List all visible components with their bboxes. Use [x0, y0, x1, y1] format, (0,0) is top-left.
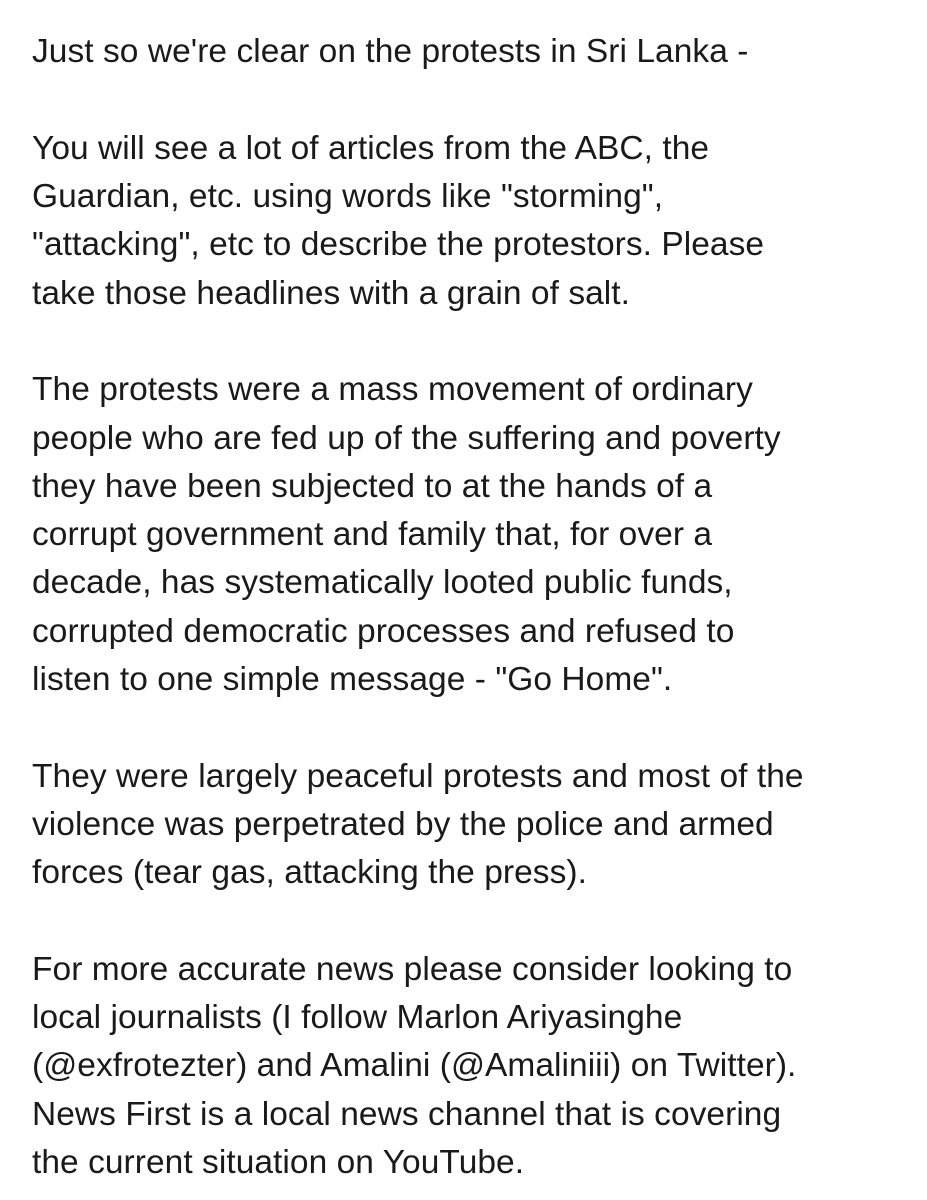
- text-line: the current situation on YouTube.: [32, 1144, 525, 1182]
- paragraph-news-sources: [32, 946, 897, 1187]
- text-line: corrupt government and family that, for over a: [32, 516, 713, 554]
- text-line: they have been subjected to at the hands of a: [32, 467, 713, 505]
- text-line: decade, has systematically looted public funds,: [32, 564, 733, 602]
- text-line: forces (tear gas, attacking the press).: [32, 854, 587, 892]
- paragraph-intro: [32, 28, 897, 76]
- text-line: The protests were a mass movement of ordinary: [32, 371, 753, 409]
- text-line: corrupted democratic processes and refused to: [32, 612, 735, 650]
- text-line: Guardian, etc. using words like "storming",: [32, 178, 664, 216]
- text-line: (@exfrotezter) and Amalini (@Amaliniii) on Twitter).: [32, 1047, 797, 1085]
- text-line: local journalists (I follow Marlon Ariyasinghe: [32, 999, 683, 1037]
- text-line: They were largely peaceful protests and most of the: [32, 757, 804, 795]
- text-line: take those headlines with a grain of salt.: [32, 274, 631, 312]
- text-line: violence was perpetrated by the police and armed: [32, 805, 774, 843]
- paragraph-violence: [32, 753, 897, 898]
- paragraph-protest-description: [32, 366, 897, 704]
- text-line: Just so we're clear on the protests in Sri Lanka -: [32, 33, 749, 70]
- text-line: For more accurate news please consider looking to: [32, 950, 793, 988]
- text-line: "attacking", etc to describe the protestors. Please: [32, 226, 765, 264]
- text-line: listen to one simple message - "Go Home".: [32, 661, 673, 699]
- paragraph-media-warning: [32, 125, 897, 318]
- text-line: people who are fed up of the suffering and poverty: [32, 419, 781, 457]
- text-line: You will see a lot of articles from the ABC, the: [32, 129, 710, 167]
- text-line: News First is a local news channel that is covering: [32, 1095, 782, 1133]
